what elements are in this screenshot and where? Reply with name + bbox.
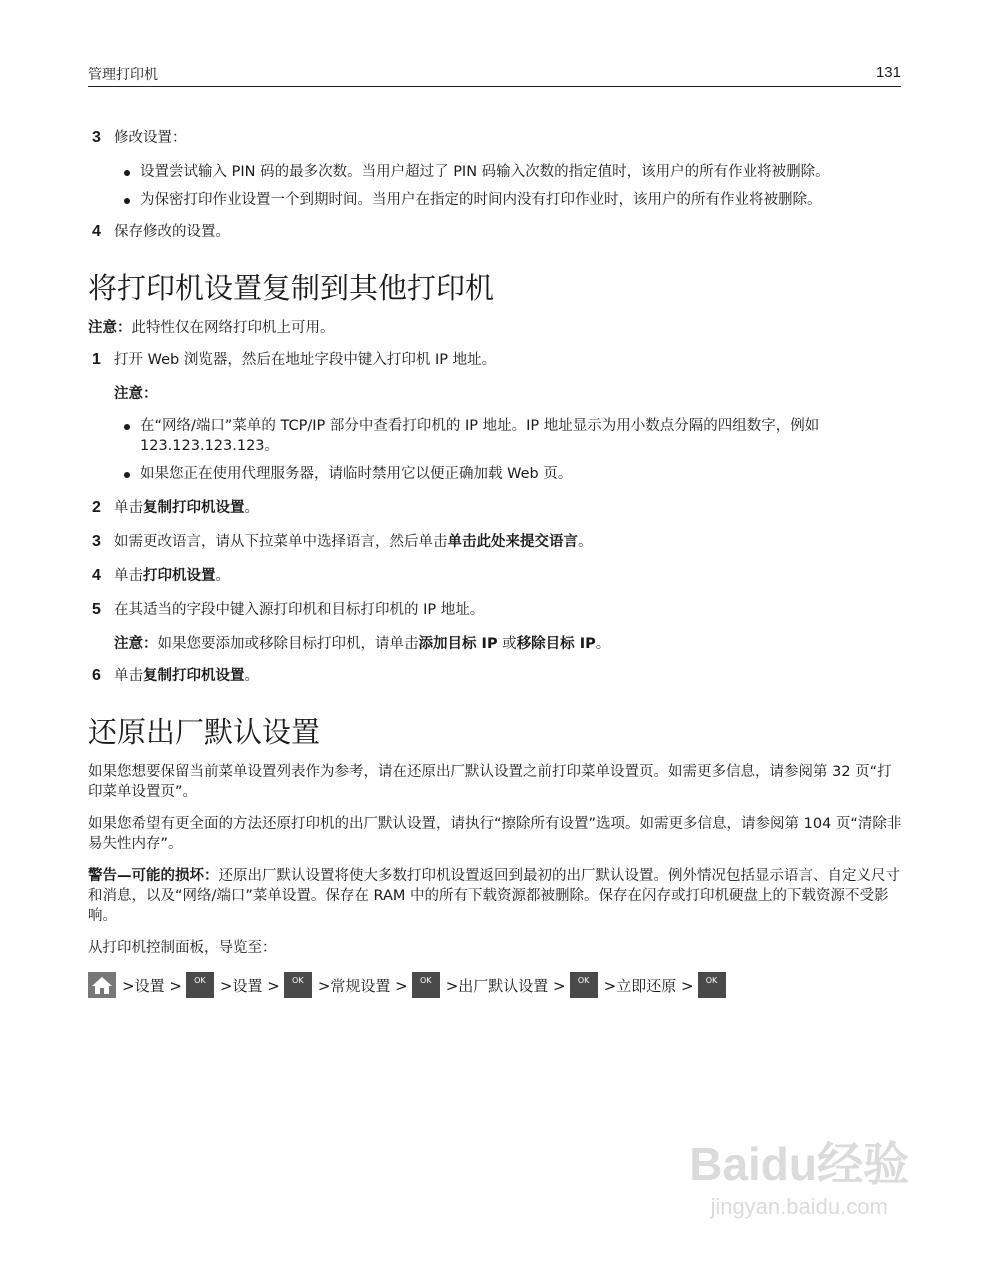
header-section: 管理打印机: [88, 67, 158, 83]
ok-button-icon: OK: [186, 972, 214, 998]
section-title-restore-defaults: 还原出厂默认设置: [88, 715, 321, 749]
notes-label: 注意：: [114, 386, 158, 402]
watermark: Baidu经验 jingyan.baidu.com: [689, 1138, 909, 1219]
step-6: 6 单击复制打印机设置。: [92, 667, 259, 684]
step-2: 2 单击复制打印机设置。: [92, 499, 259, 516]
step-3: 3 修改设置：: [92, 129, 187, 146]
step-4: 4 保存修改的设置。: [92, 223, 230, 240]
ok-button-icon: OK: [284, 972, 312, 998]
note: 注意：如果您要添加或移除目标打印机，请单击添加目标 IP 或移除目标 IP。: [114, 636, 611, 652]
navigation-path: >设置 > OK >设置 > OK >常规设置 > OK >出厂默认设置 > OK >立即还原 > OK: [88, 972, 903, 998]
bullet: 为保密打印作业设置一个到期时间。当用户在指定的时间内没有打印作业时，该用户的所有作业将被删除。: [88, 190, 903, 210]
paragraph: 从打印机控制面板，导览至：: [88, 940, 277, 956]
note: 注意：此特性仅在网络打印机上可用。: [88, 320, 335, 336]
bullet: 设置尝试输入 PIN 码的最多次数。当用户超过了 PIN 码输入次数的指定值时，该用户的所有作业将被删除。: [88, 162, 903, 182]
ok-button-icon: OK: [698, 972, 726, 998]
bullet: 如果您正在使用代理服务器，请临时禁用它以便正确加载 Web 页。: [88, 464, 903, 484]
ok-button-icon: OK: [570, 972, 598, 998]
home-icon: [88, 972, 116, 998]
page-number: 131: [875, 64, 901, 81]
step-3: 3 如需更改语言，请从下拉菜单中选择语言，然后单击单击此处来提交语言。: [92, 533, 593, 550]
ok-button-icon: OK: [412, 972, 440, 998]
step-1: 1 打开 Web 浏览器，然后在地址字段中键入打印机 IP 地址。: [92, 351, 497, 368]
paragraph: 如果您希望有更全面的方法还原打印机的出厂默认设置，请执行“擦除所有设置”选项。如需更多信息，请参阅第 104 页“清除非易失性内存”。: [88, 816, 902, 852]
step-5: 5 在其适当的字段中键入源打印机和目标打印机的 IP 地址。: [92, 601, 485, 618]
step-4: 4 单击打印机设置。: [92, 567, 230, 584]
page-header: [88, 64, 901, 87]
warning: 警告—可能的损坏：还原出厂默认设置将使大多数打印机设置返回到最初的出厂默认设置。例外情况包括显示语言、自定义尺寸和消息，以及“网络/端口”菜单设置。保存在 RAM 中的所有下载资源都被删除。保存在闪存或打印机硬盘上的下载资源不受影响。: [88, 868, 900, 924]
bullet: 在“网络/端口”菜单的 TCP/IP 部分中查看打印机的 IP 地址。IP 地址显示为用小数点分隔的四组数字，例如 123.123.123.123。: [88, 416, 903, 456]
section-title-copy-settings: 将打印机设置复制到其他打印机: [88, 271, 495, 305]
paragraph: 如果您想要保留当前菜单设置列表作为参考，请在还原出厂默认设置之前打印菜单设置页。如需更多信息，请参阅第 32 页“打印菜单设置页”。: [88, 764, 892, 800]
